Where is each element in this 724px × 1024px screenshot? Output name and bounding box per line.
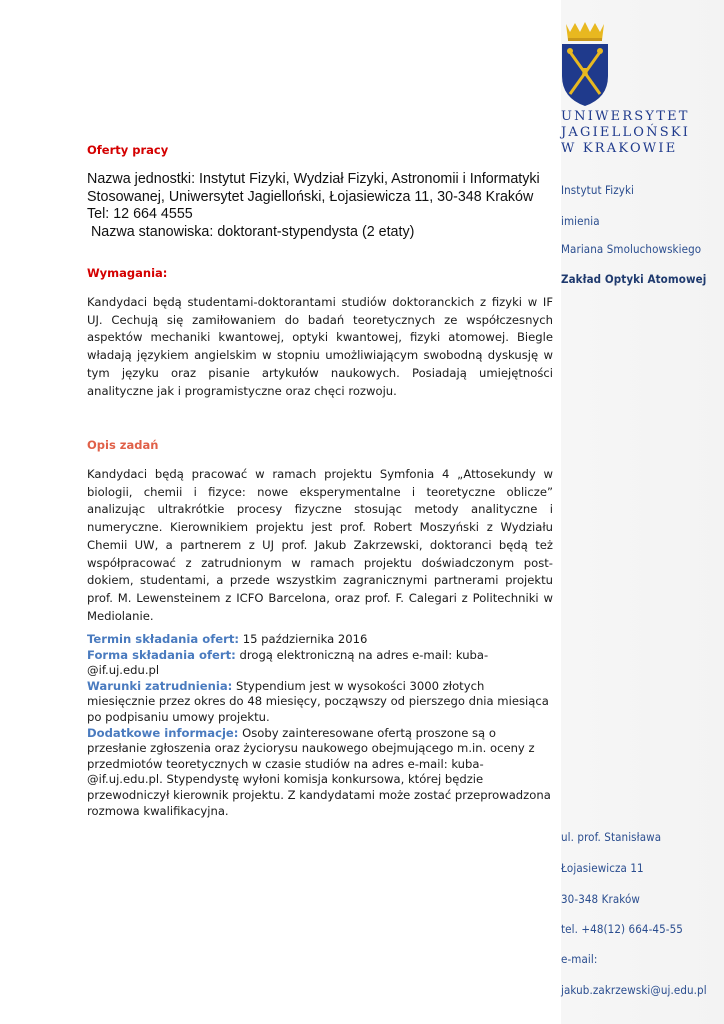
university-name — [561, 109, 721, 157]
unit-line: Nazwa jednostki: Instytut Fizyki, Wydział Fizyki, Astronomii i Informatyki — [87, 171, 540, 187]
university-name-line: W KRAKOWIE — [561, 141, 678, 156]
deadline-label: Termin składania ofert: — [87, 632, 240, 646]
form-label: Forma składania ofert: — [87, 647, 236, 662]
address-email[interactable]: jakub.zakrzewski@uj.edu.pl — [561, 983, 707, 997]
address-phone: tel. +48(12) 664-45-55 — [561, 922, 683, 936]
requirements-text: Kandydaci będą studentami-doktorantami studiów doktoranckich z fizyki w IF UJ. Cechują się zamiłowaniem do badań teoretycznych ze współczesnych aspektów mechaniki kwantowej, optyki kwantowej, fizyki atomowej. Biegle władają językiem angielskim w stopniu umożliwiającym swobodną dyskusję w tym języku oraz pisanie artykułów naukowych. Posiadają umiejętności analityczne jak i programistyczne oraz chęci rozwoju. — [87, 295, 553, 398]
conditions-label: Warunki zatrudnienia: — [87, 678, 233, 693]
unit-line: Tel: 12 664 4555 — [87, 206, 193, 222]
address-city: 30-348 Kraków — [561, 892, 640, 906]
institute-patron-prefix: imienia — [561, 214, 600, 228]
university-crest-icon — [560, 20, 610, 108]
institute-patron: Mariana Smoluchowskiego — [561, 242, 702, 256]
address-street: ul. prof. Stanisława — [561, 830, 662, 844]
address-number: Łojasiewicza 11 — [561, 861, 644, 875]
page-title: Oferty pracy — [87, 143, 169, 157]
university-name-line: JAGIELLOŃSKI — [561, 125, 691, 140]
unit-line: Stosowanej, Uniwersytet Jagielloński, Łojasiewicza 11, 30-348 Kraków — [87, 188, 534, 205]
additional-label: Dodatkowe informacje: — [87, 725, 239, 740]
tasks-heading: Opis zadań — [87, 438, 159, 452]
additional-value: Osoby zainteresowane ofertą proszone są o przesłanie zgłoszenia oraz życiorysu naukowego obejmującego m.in. oceny z przedmiotów teoretycznych w czasie studiów na adres e-mail: kuba-@if.uj.edu.pl. Stypendystę wyłoni komisja konkursowa, której będzie przewodniczył kierownik projektu. Z kandydatami może zostać przeprowadzona rozmowa kwalifikacyjna. — [87, 725, 551, 818]
position-line: Nazwa stanowiska: doktorant-stypendysta (2 etaty) — [87, 223, 415, 240]
tasks-text: Kandydaci będą pracować w ramach projektu Symfonia 4 „Attosekundy w biologii, chemii i fizyce: nowe eksperymentalne i teoretyczne oblicze” analizując ultrakrótkie procesy fizyczne stosując metody analityczne i numeryczne. Kierownikiem projektu jest prof. Robert Moszyński z Wydziału Chemii UW, a partnerem z UJ prof. Jakub Zakrzewski, doktoranci będą też współpracować z zatrudnionym w ramach projektu doświadczonym post-dokiem, studentami, a przede wszystkim zagranicznymi partnerami projektu prof. M. Lewensteinem z ICFO Barcelona, oraz prof. F. Calegari z Politechniki w Mediolanie. — [87, 467, 553, 623]
offer-details — [87, 632, 553, 819]
institute-name: Instytut Fizyki — [561, 183, 635, 197]
university-name-line: UNIWERSYTET — [561, 109, 690, 124]
unit-info — [87, 171, 553, 241]
address-email-label: e-mail: — [561, 952, 598, 966]
deadline-value: 15 października 2016 — [239, 632, 368, 646]
conditions-value: Stypendium jest w wysokości 3000 złotych miesięcznie przez okres do 48 miesięcy, począwszy od pierszego dnia miesiąca po podpisaniu umowy projektu. — [87, 678, 549, 724]
department-name: Zakład Optyki Atomowej — [561, 272, 707, 286]
requirements-heading: Wymagania: — [87, 266, 168, 280]
form-value: drogą elektroniczną na adres e-mail: kuba-@if.uj.edu.pl — [87, 647, 489, 678]
